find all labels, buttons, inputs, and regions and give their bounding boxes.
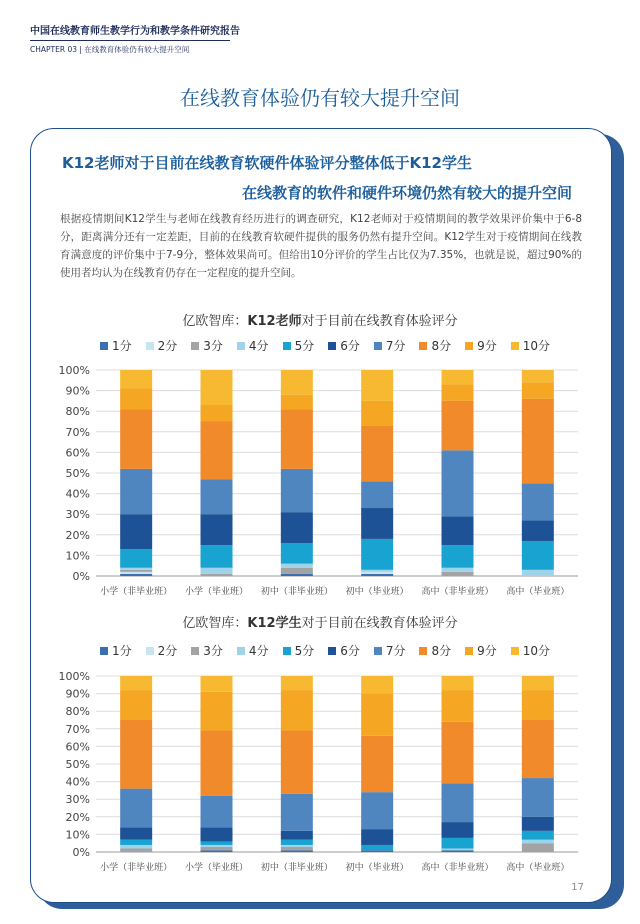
x-tick-label: 高中（非毕业班） — [421, 863, 494, 873]
y-tick-label: 90% — [65, 687, 90, 701]
legend-label: 3分 — [203, 339, 223, 353]
bar-segment — [281, 850, 313, 852]
legend-label: 9分 — [477, 339, 497, 353]
bar-segment — [281, 731, 313, 794]
chart-1 — [56, 362, 586, 602]
legend-swatch — [511, 342, 519, 350]
bar-segment — [281, 568, 313, 574]
report-title: 中国在线教育师生教学行为和教学条件研究报告 — [30, 26, 240, 37]
chart-2-title-bold: K12学生 — [247, 616, 302, 631]
legend-item — [419, 337, 451, 354]
y-tick-label: 70% — [65, 425, 90, 439]
bar-segment — [201, 422, 233, 480]
x-tick-label: 小学（毕业班） — [184, 587, 249, 597]
bar-segment — [120, 720, 152, 789]
bar-segment — [281, 512, 313, 543]
x-tick-label: 初中（毕业班） — [345, 863, 409, 873]
chart-1-legend — [100, 337, 564, 354]
bar-segment — [442, 401, 474, 450]
legend-swatch — [419, 342, 427, 350]
bar-segment — [442, 822, 474, 838]
chart-1-title — [0, 310, 640, 329]
legend-swatch — [328, 342, 336, 350]
bar-segment — [442, 450, 474, 516]
bar-segment — [522, 720, 554, 778]
bar-segment — [120, 549, 152, 568]
bar-segment — [522, 676, 554, 690]
bar-segment — [522, 817, 554, 831]
bar-segment — [281, 847, 313, 851]
legend-item — [328, 337, 360, 354]
bar-segment — [120, 389, 152, 410]
bar-segment — [120, 789, 152, 828]
legend-label: 1分 — [112, 644, 132, 658]
legend-label: 1分 — [112, 339, 132, 353]
legend-item — [146, 337, 178, 354]
bar-segment — [120, 574, 152, 576]
x-tick-label: 高中（毕业班） — [506, 587, 570, 597]
bar-segment — [361, 570, 393, 572]
legend-label: 10分 — [522, 339, 551, 353]
legend-swatch — [146, 647, 154, 655]
bar-segment — [361, 426, 393, 482]
x-tick-label: 高中（毕业班） — [506, 863, 570, 873]
x-tick-label: 初中（非毕业班） — [260, 587, 333, 597]
headline-1: K12老师对于目前在线教育软硬件体验评分整体低于K12学生 — [62, 154, 472, 172]
legend-swatch — [146, 342, 154, 350]
bar-segment — [361, 481, 393, 508]
bar-segment — [522, 778, 554, 817]
legend-item — [511, 337, 550, 354]
y-tick-label: 80% — [65, 405, 90, 419]
legend-label: 5分 — [294, 644, 315, 658]
legend-item — [146, 642, 178, 659]
legend-item — [283, 337, 315, 354]
legend-label: 7分 — [385, 339, 406, 353]
y-tick-label: 0% — [72, 846, 90, 859]
bar-segment — [120, 690, 152, 720]
bar-segment — [442, 676, 474, 690]
bar-segment — [442, 838, 474, 849]
y-tick-label: 30% — [65, 508, 90, 522]
bar-segment — [361, 792, 393, 829]
bar-segment — [442, 545, 474, 568]
bar-segment — [361, 850, 393, 852]
bar-segment — [522, 690, 554, 720]
bar-segment — [281, 395, 313, 409]
bar-segment — [361, 845, 393, 850]
legend-item — [191, 642, 223, 659]
chart-1-title-bold: K12老师 — [247, 314, 302, 329]
bar-segment — [361, 508, 393, 539]
bar-segment — [522, 483, 554, 520]
legend-label: 8分 — [431, 339, 452, 353]
bar-segment — [442, 572, 474, 576]
legend-label: 2分 — [157, 644, 178, 658]
legend-item — [237, 337, 269, 354]
bar-segment — [281, 676, 313, 690]
y-tick-label: 40% — [65, 775, 90, 789]
bar-segment — [281, 564, 313, 568]
y-tick-label: 60% — [65, 446, 90, 460]
bar-segment — [361, 736, 393, 792]
legend-item — [511, 642, 550, 659]
x-tick-label: 小学（毕业班） — [184, 863, 249, 873]
legend-label: 8分 — [431, 644, 452, 658]
bar-segment — [201, 845, 233, 847]
bar-segment — [201, 479, 233, 514]
bar-segment — [361, 401, 393, 426]
bar-segment — [522, 843, 554, 852]
bar-segment — [442, 370, 474, 384]
legend-item — [100, 642, 132, 659]
bar-segment — [281, 370, 313, 395]
bar-segment — [442, 516, 474, 545]
bar-segment — [120, 848, 152, 852]
bar-segment — [120, 572, 152, 574]
legend-item — [419, 642, 451, 659]
page-number: 17 — [571, 882, 584, 893]
bar-segment — [442, 783, 474, 822]
y-tick-label: 60% — [65, 740, 90, 754]
chart-2-title-prefix: 亿欧智库： — [182, 616, 248, 631]
y-tick-label: 70% — [65, 722, 90, 736]
chart-1-title-suffix: 对于目前在线教育体验评分 — [301, 314, 458, 329]
bar-segment — [522, 541, 554, 570]
section-title: 在线教育体验仍有较大提升空间 — [180, 86, 460, 110]
x-tick-label: 小学（非毕业班） — [100, 587, 173, 597]
bar-segment — [281, 794, 313, 831]
x-tick-label: 高中（非毕业班） — [421, 587, 494, 597]
legend-label: 4分 — [248, 339, 269, 353]
legend-item — [374, 642, 406, 659]
y-tick-label: 50% — [65, 758, 90, 771]
bar-segment — [201, 568, 233, 574]
bar-segment — [120, 827, 152, 839]
legend-swatch — [465, 647, 473, 655]
legend-item — [191, 337, 223, 354]
bar-segment — [522, 840, 554, 844]
bar-segment — [522, 831, 554, 840]
legend-swatch — [100, 342, 108, 350]
bar-segment — [281, 543, 313, 564]
legend-label: 7分 — [385, 644, 406, 658]
legend-swatch — [237, 647, 245, 655]
bar-segment — [361, 694, 393, 736]
y-tick-label: 20% — [65, 810, 90, 824]
legend-item — [328, 642, 360, 659]
bar-segment — [120, 570, 152, 572]
legend-label: 6分 — [340, 339, 360, 353]
bar-segment — [522, 570, 554, 576]
legend-swatch — [283, 342, 291, 350]
bar-segment — [120, 514, 152, 549]
y-tick-label: 30% — [65, 793, 90, 807]
legend-label: 4分 — [248, 644, 269, 658]
bar-segment — [201, 731, 233, 796]
bar-segment — [201, 574, 233, 576]
y-tick-label: 0% — [72, 570, 90, 583]
bar-segment — [120, 409, 152, 469]
bar-segment — [201, 676, 233, 692]
legend-label: 3分 — [203, 644, 223, 658]
x-tick-label: 初中（非毕业班） — [260, 863, 333, 873]
bar-segment — [201, 692, 233, 731]
bar-segment — [201, 847, 233, 851]
legend-label: 2分 — [157, 339, 178, 353]
bar-segment — [522, 520, 554, 541]
bar-segment — [522, 382, 554, 398]
legend-item — [283, 642, 315, 659]
legend-swatch — [419, 647, 427, 655]
bar-segment — [281, 409, 313, 469]
legend-swatch — [374, 647, 382, 655]
bar-segment — [281, 574, 313, 576]
bar-segment — [201, 841, 233, 845]
legend-swatch — [374, 342, 382, 350]
chart-1-title-prefix: 亿欧智库： — [182, 314, 248, 329]
bar-segment — [201, 370, 233, 405]
chart-2-legend — [100, 642, 564, 659]
bar-segment — [442, 690, 474, 722]
y-tick-label: 20% — [65, 528, 90, 542]
y-tick-label: 40% — [65, 487, 90, 501]
bar-segment — [281, 840, 313, 845]
bar-segment — [361, 829, 393, 845]
chart-2-title-suffix: 对于目前在线教育体验评分 — [301, 616, 458, 631]
bar-segment — [442, 722, 474, 784]
chart-2-title — [0, 612, 640, 631]
bar-segment — [442, 568, 474, 572]
y-tick-label: 80% — [65, 705, 90, 719]
legend-swatch — [191, 647, 199, 655]
bar-segment — [361, 572, 393, 574]
x-tick-label: 初中（毕业班） — [345, 587, 409, 597]
chart-2 — [56, 668, 586, 878]
x-tick-label: 小学（非毕业班） — [100, 863, 173, 873]
bar-segment — [361, 676, 393, 694]
y-tick-label: 50% — [65, 467, 90, 480]
bar-segment — [281, 469, 313, 512]
legend-swatch — [237, 342, 245, 350]
y-tick-label: 100% — [58, 364, 90, 377]
bar-segment — [120, 568, 152, 570]
y-tick-label: 90% — [65, 384, 90, 398]
header-rule — [30, 40, 230, 41]
bar-segment — [281, 831, 313, 840]
bar-segment — [201, 796, 233, 828]
legend-label: 10分 — [522, 644, 551, 658]
legend-item — [374, 337, 406, 354]
legend-swatch — [465, 342, 473, 350]
y-tick-label: 100% — [58, 670, 90, 683]
legend-label: 5分 — [294, 339, 315, 353]
body-paragraph: 根据疫情期间K12学生与老师在线教育经历进行的调查研究，K12老师对于疫情期间的教学效果评价集中于6-8分，距离满分还有一定差距，目前的在线教育软硬件提供的服务仍然有提升空间。K12学生对于疫情期间在线教育满意度的评价集中于7-9分，整体效果尚可。但给出10分评价的学生占比仅为7.35%，也就是说，超过90%的使用者均认为在线教育仍存在一定程度的提升空间。 — [60, 213, 582, 279]
bar-segment — [361, 370, 393, 401]
legend-swatch — [328, 647, 336, 655]
bar-segment — [361, 574, 393, 576]
legend-item — [465, 337, 497, 354]
bar-segment — [120, 676, 152, 690]
y-tick-label: 10% — [65, 828, 90, 842]
legend-item — [100, 337, 132, 354]
legend-item — [465, 642, 497, 659]
legend-swatch — [191, 342, 199, 350]
bar-segment — [442, 384, 474, 400]
legend-swatch — [283, 647, 291, 655]
bar-segment — [120, 469, 152, 514]
bar-segment — [120, 845, 152, 849]
bar-segment — [281, 845, 313, 847]
bar-segment — [281, 690, 313, 730]
bar-segment — [120, 370, 152, 389]
bar-segment — [201, 850, 233, 852]
legend-item — [237, 642, 269, 659]
bar-segment — [201, 827, 233, 841]
bar-segment — [522, 370, 554, 382]
y-tick-label: 10% — [65, 549, 90, 563]
bar-segment — [201, 545, 233, 568]
bar-segment — [361, 539, 393, 570]
bar-segment — [201, 405, 233, 421]
legend-swatch — [100, 647, 108, 655]
legend-label: 6分 — [340, 644, 360, 658]
headline-2: 在线教育的软件和硬件环境仍然有较大的提升空间 — [241, 184, 572, 202]
bar-segment — [442, 848, 474, 850]
bar-segment — [201, 514, 233, 545]
legend-label: 9分 — [477, 644, 497, 658]
chapter-line: CHAPTER 03 | 在线教育体验仍有较大提升空间 — [30, 45, 190, 54]
bar-segment — [522, 399, 554, 483]
legend-swatch — [511, 647, 519, 655]
bar-segment — [442, 850, 474, 852]
bar-segment — [120, 840, 152, 845]
